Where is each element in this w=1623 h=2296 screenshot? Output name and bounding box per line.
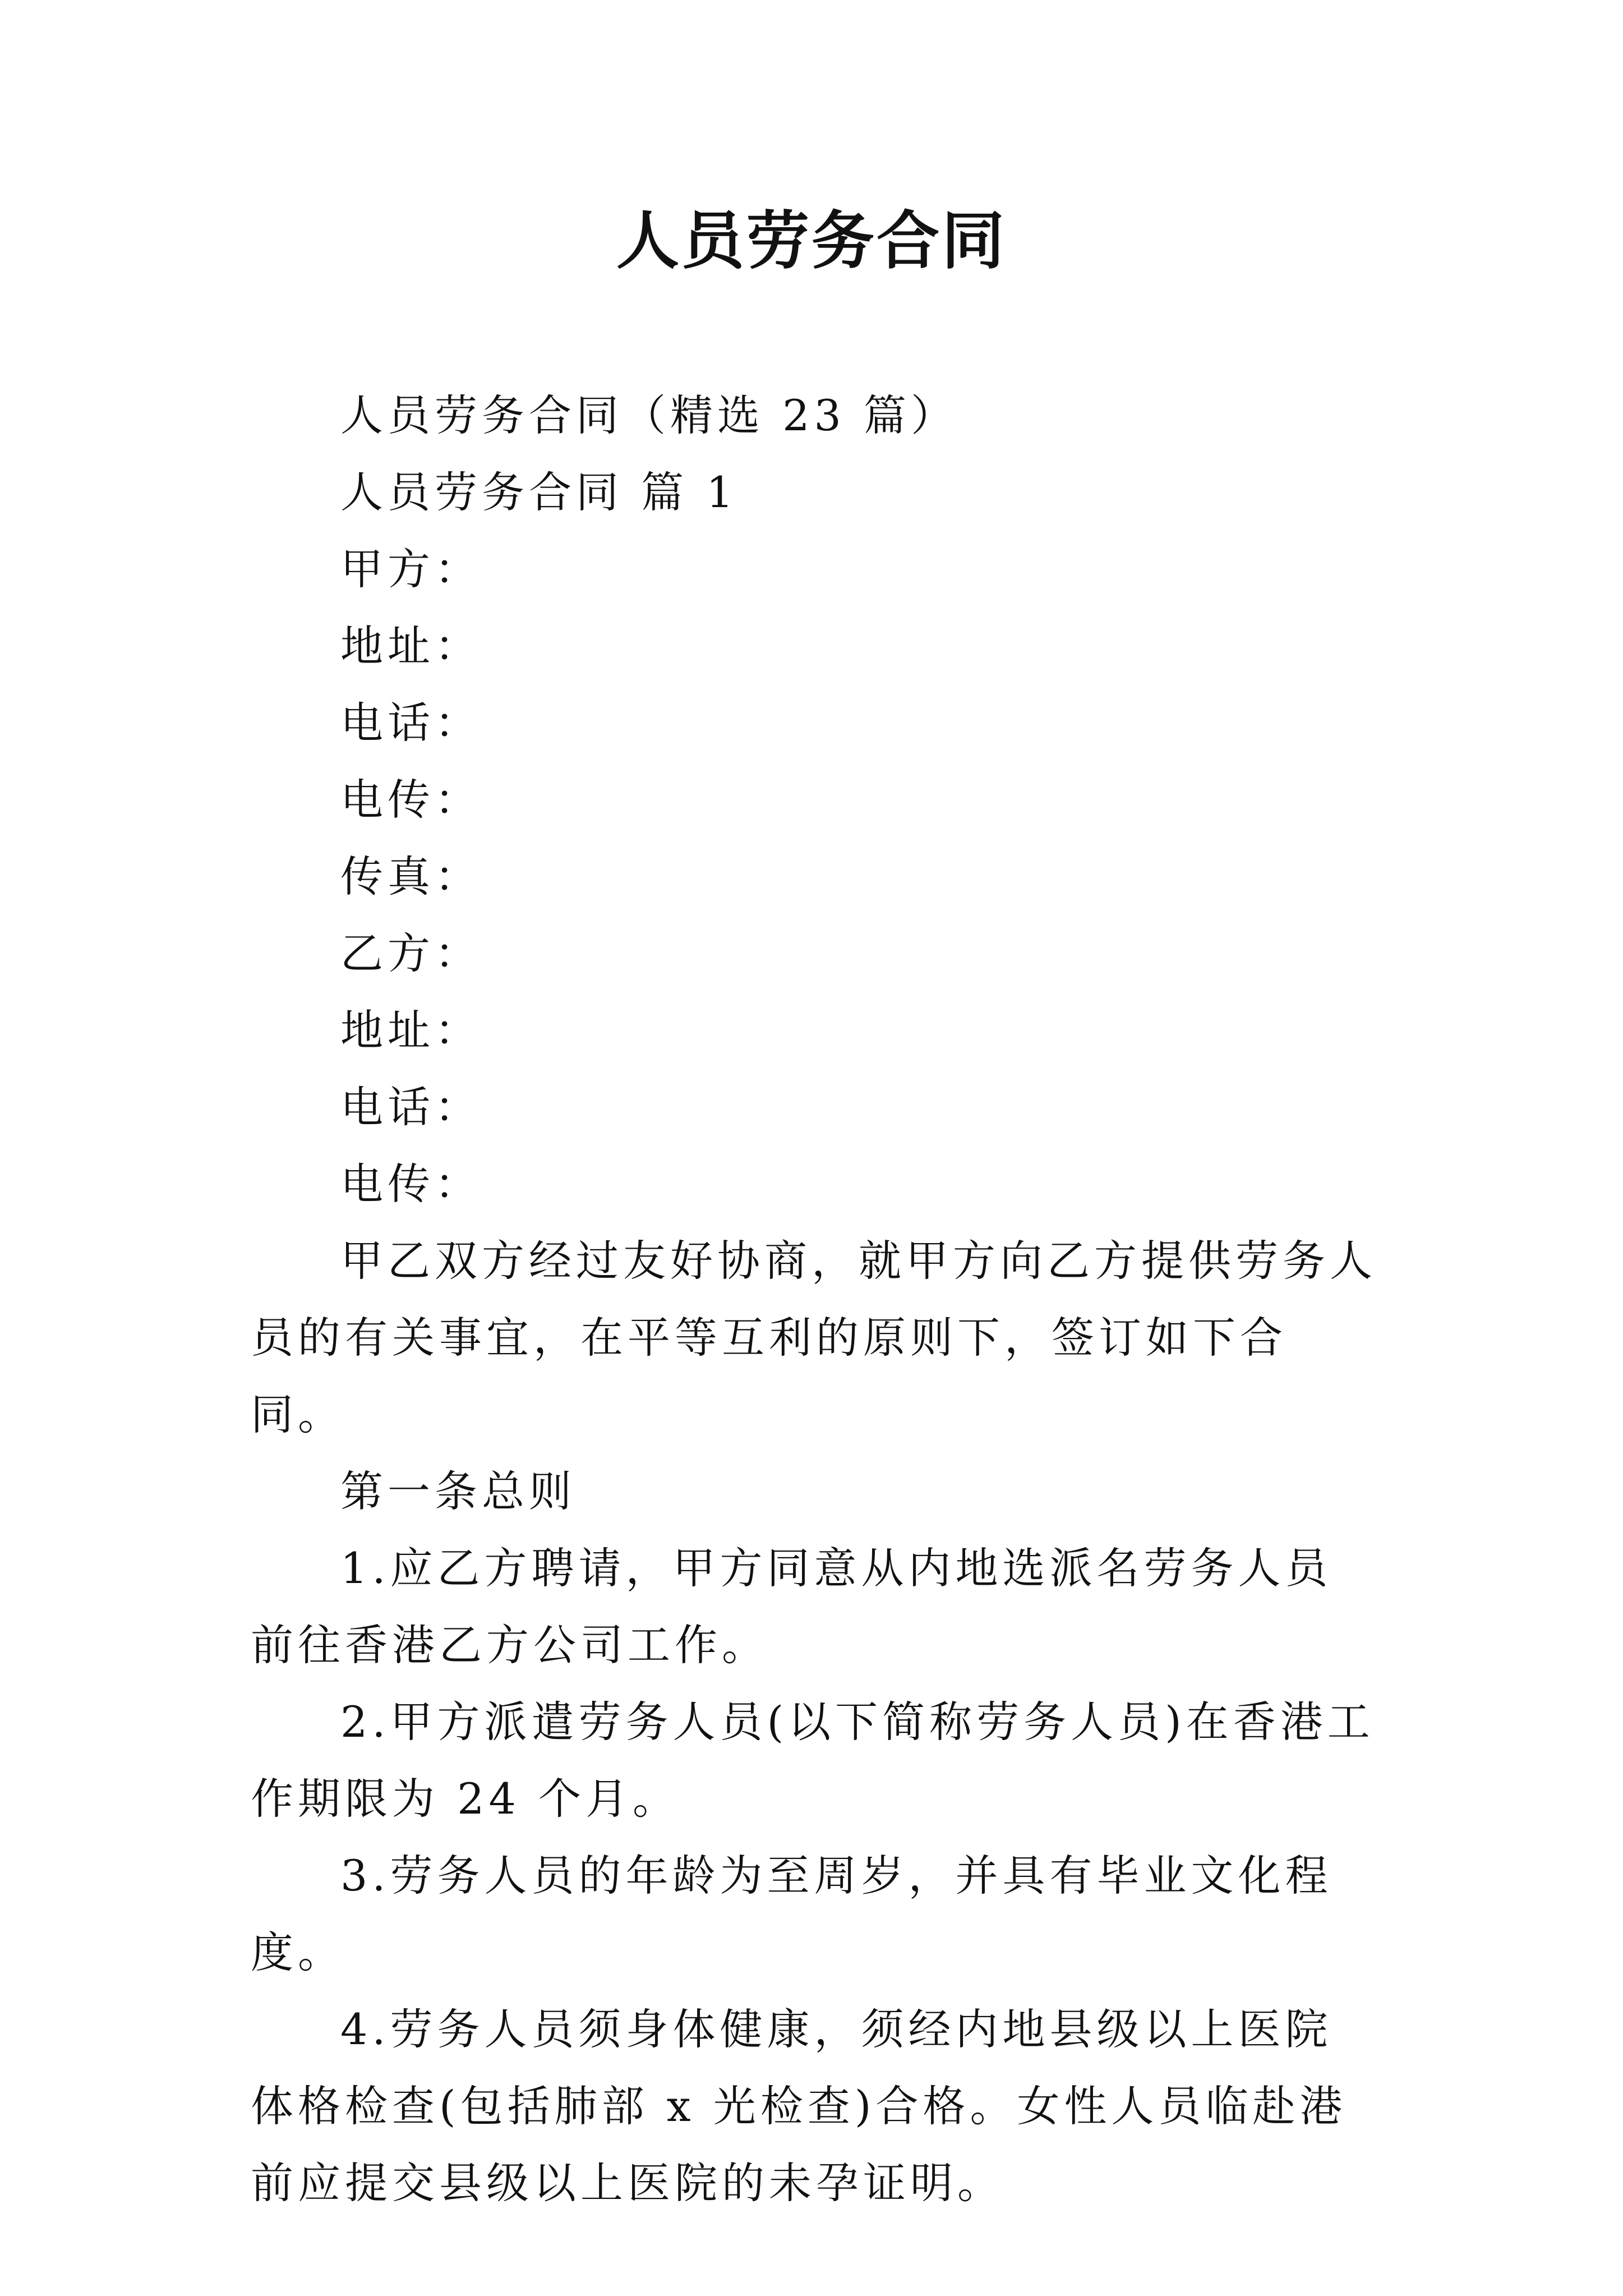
subtitle-line: 人员劳务合同（精选 23 篇） bbox=[340, 390, 958, 440]
clause-1: 1.应乙方聘请，甲方同意从内地选派名劳务人员前往香港乙方公司工作。 bbox=[251, 1543, 1332, 1670]
party-a-telex-label: 电传： bbox=[340, 775, 482, 825]
party-a-address-label: 地址： bbox=[340, 621, 482, 671]
party-b-address-label: 地址： bbox=[340, 1005, 482, 1055]
clause-3: 3.劳务人员的年龄为至周岁，并具有毕业文化程度。 bbox=[251, 1851, 1332, 1977]
party-b-phone-label: 电话： bbox=[340, 1082, 482, 1132]
article-heading: 第一条总则 bbox=[340, 1466, 576, 1516]
intro-paragraph: 甲乙双方经过友好协商，就甲方向乙方提供劳务人员的有关事宜，在平等互利的原则下，签订如下合同。 bbox=[251, 1236, 1377, 1439]
party-a-label: 甲方： bbox=[340, 544, 482, 594]
clause-4: 4.劳务人员须身体健康，须经内地县级以上医院体格检查(包括肺部 x 光检查)合格。女性人员临赴港前应提交县级以上医院的未孕证明。 bbox=[251, 2004, 1347, 2208]
party-b-label: 乙方： bbox=[340, 928, 482, 978]
clause-2: 2.甲方派遣劳务人员(以下简称劳务人员)在香港工作期限为 24 个月。 bbox=[251, 1697, 1375, 1824]
party-b-telex-label: 电传： bbox=[340, 1159, 482, 1209]
section-heading: 人员劳务合同 篇 1 bbox=[340, 467, 738, 517]
document-body bbox=[251, 377, 1378, 2221]
party-a-fax-label: 传真： bbox=[340, 852, 482, 901]
party-a-phone-label: 电话： bbox=[340, 698, 482, 748]
document-title: 人员劳务合同 bbox=[616, 204, 1007, 278]
